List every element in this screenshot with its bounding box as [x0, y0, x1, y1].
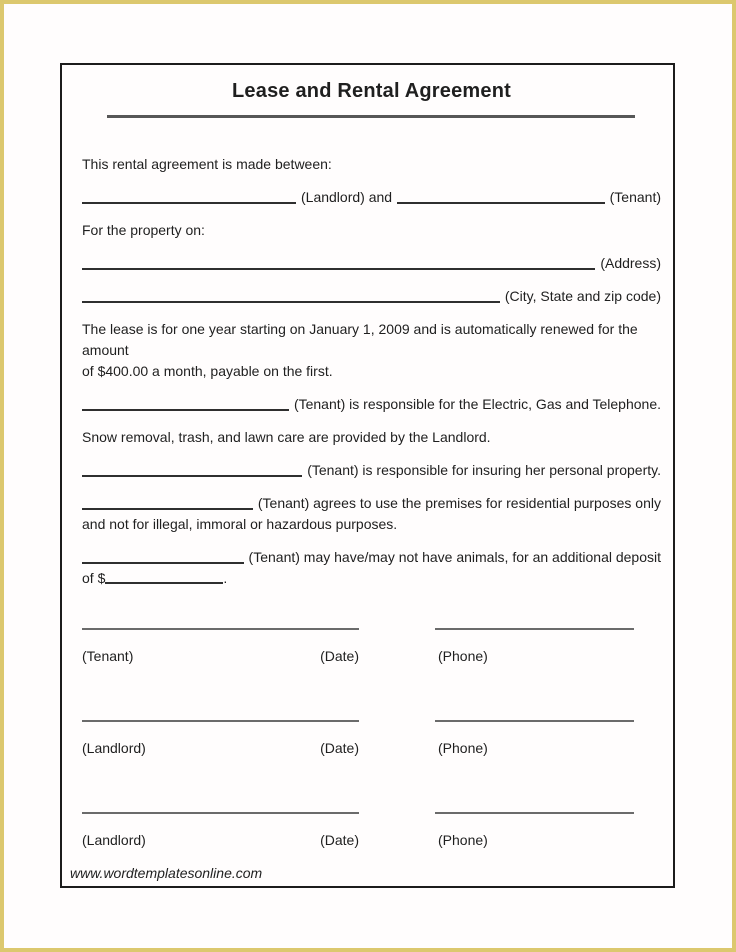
landlord-name-blank[interactable] [82, 202, 296, 204]
lease-terms-text [82, 319, 661, 382]
parties-line [82, 187, 661, 208]
landlord-signature-row-2 [82, 812, 661, 851]
landlord2-date-label: (Date) [320, 832, 359, 848]
tenant-name-blank[interactable] [397, 202, 605, 204]
tenant-utilities-blank[interactable] [82, 409, 289, 411]
title-divider [107, 115, 635, 118]
landlord-label: (Landlord) and [301, 189, 393, 205]
signature-section [82, 628, 661, 851]
utilities-line [82, 394, 661, 415]
deposit-prefix-text: of $ [82, 570, 106, 586]
city-state-zip-line [82, 286, 661, 307]
landlord1-phone-line[interactable] [435, 720, 634, 722]
premises-clause [82, 493, 661, 535]
lease-terms-line2: of $400.00 a month, payable on the first. [82, 363, 333, 379]
landlord2-signature-line[interactable] [82, 812, 359, 814]
deposit-amount-blank[interactable] [105, 569, 223, 584]
tenant-label: (Tenant) [609, 189, 661, 205]
intro-text: This rental agreement is made between: [82, 156, 332, 172]
tenant-phone-line[interactable] [435, 628, 634, 630]
premises-line1 [82, 493, 661, 514]
tenant-signature-line[interactable] [82, 628, 359, 630]
animals-line1 [82, 547, 661, 568]
deposit-period-text: . [223, 570, 228, 586]
landlord1-signature-line[interactable] [82, 720, 359, 722]
insurance-line [82, 460, 661, 481]
animals-clause-line1: (Tenant) may have/may not have animals, for an additional deposit [248, 549, 661, 565]
tenant-animals-blank[interactable] [82, 562, 244, 564]
address-line [82, 253, 661, 274]
insurance-clause-text: (Tenant) is responsible for insuring her personal property. [307, 462, 661, 478]
landlord-services-text: Snow removal, trash, and lawn care are provided by the Landlord. [82, 429, 491, 445]
lease-form-document [60, 63, 675, 888]
lease-terms-line1: The lease is for one year starting on January 1, 2009 and is automatically renewed for the amount [82, 321, 638, 358]
landlord2-phone-label: (Phone) [438, 832, 488, 848]
city-state-zip-label: (City, State and zip code) [504, 288, 661, 304]
footer-url: www.wordtemplatesonline.com [70, 865, 263, 881]
property-intro-text: For the property on: [82, 222, 205, 238]
premises-clause-line1: (Tenant) agrees to use the premises for residential purposes only [257, 495, 661, 511]
tenant-date-label: (Date) [320, 648, 359, 664]
landlord2-signature-label: (Landlord) [82, 832, 146, 848]
utilities-clause-text: (Tenant) is responsible for the Electric, Gas and Telephone. [293, 396, 661, 412]
landlord2-phone-line[interactable] [435, 812, 634, 814]
address-blank[interactable] [82, 268, 595, 270]
premises-clause-line2: and not for illegal, immoral or hazardous purposes. [82, 516, 398, 532]
tenant-phone-label: (Phone) [438, 648, 488, 664]
tenant-premises-blank[interactable] [82, 508, 253, 510]
landlord1-signature-label: (Landlord) [82, 740, 146, 756]
tenant-signature-label: (Tenant) [82, 648, 134, 664]
page-title: Lease and Rental Agreement [232, 80, 511, 102]
landlord-signature-row-1 [82, 720, 661, 759]
animals-line2 [82, 568, 661, 589]
landlord1-date-label: (Date) [320, 740, 359, 756]
city-state-zip-blank[interactable] [82, 301, 500, 303]
address-label: (Address) [600, 255, 661, 271]
tenant-signature-row [82, 628, 661, 667]
tenant-insurance-blank[interactable] [82, 475, 302, 477]
landlord1-phone-label: (Phone) [438, 740, 488, 756]
animals-clause [82, 547, 661, 589]
